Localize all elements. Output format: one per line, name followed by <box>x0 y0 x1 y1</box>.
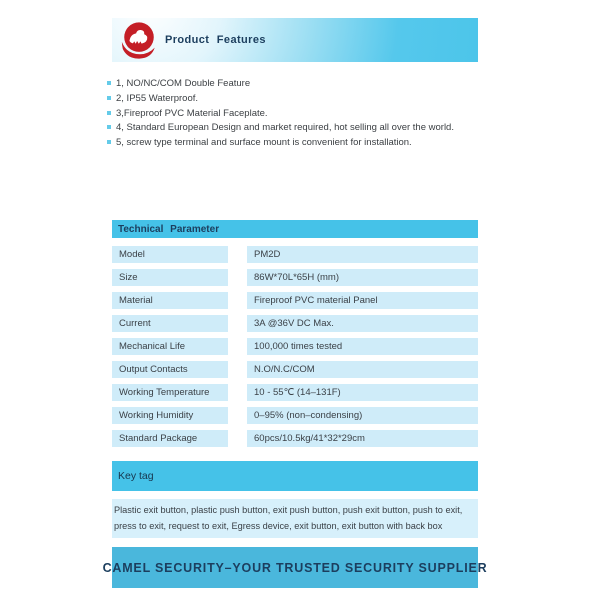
bullet-square-icon <box>107 96 111 100</box>
param-label: Standard Package <box>112 430 228 447</box>
key-tag-keywords: Plastic exit button, plastic push button, exit push button, push exit button, push to exit, press to exit, request to exit, Egress device, exit button, exit button with back box <box>112 499 478 538</box>
feature-text: 2, IP55 Waterproof. <box>116 92 199 104</box>
param-label: Working Temperature <box>112 384 228 401</box>
footer-banner <box>102 547 488 588</box>
param-label: Mechanical Life <box>112 338 228 355</box>
param-value: 3A @36V DC Max. <box>247 315 478 332</box>
product-features-header <box>112 18 478 62</box>
section-title: Technical Parameter <box>118 223 220 235</box>
key-tag-header <box>112 461 478 491</box>
feature-text: 5, screw type terminal and surface mount is convenient for installation. <box>116 137 412 149</box>
feature-item <box>107 107 479 122</box>
bullet-square-icon <box>107 111 111 115</box>
feature-item <box>107 121 479 136</box>
param-label: Output Contacts <box>112 361 228 378</box>
feature-text: 1, NO/NC/COM Double Feature <box>116 78 251 89</box>
bullet-square-icon <box>107 140 111 144</box>
param-value: 0–95% (non–condensing) <box>247 407 478 424</box>
feature-item <box>107 92 479 107</box>
param-value: Fireproof PVC material Panel <box>247 292 478 309</box>
feature-item <box>107 136 479 151</box>
param-label: Working Humidity <box>112 407 228 424</box>
section-title: Key tag <box>118 470 154 482</box>
feature-item <box>107 77 479 92</box>
param-value: PM2D <box>247 246 478 263</box>
param-value: 100,000 times tested <box>247 338 478 355</box>
page-title: Product Features <box>165 34 266 46</box>
feature-text: 4, Standard European Design and market required, hot selling all over the world. <box>116 122 454 134</box>
param-label: Material <box>112 292 228 309</box>
param-value: 86W*70L*65H (mm) <box>247 269 478 286</box>
param-value: 60pcs/10.5kg/41*32*29cm <box>247 430 478 447</box>
param-label: Model <box>112 246 228 263</box>
feature-list <box>107 77 479 151</box>
footer-slogan: CAMEL SECURITY–YOUR TRUSTED SECURITY SUPPLIER <box>102 560 488 575</box>
param-label: Size <box>112 269 228 286</box>
param-label: Current <box>112 315 228 332</box>
param-value: 10 - 55℃ (14–131F) <box>247 384 478 401</box>
feature-text: 3,Fireproof PVC Material Faceplate. <box>116 107 268 119</box>
bullet-square-icon <box>107 125 111 129</box>
param-value: N.O/N.C/COM <box>247 361 478 378</box>
camel-security-logo-icon <box>119 19 159 61</box>
bullet-square-icon <box>107 81 111 85</box>
technical-parameter-header <box>112 220 478 238</box>
